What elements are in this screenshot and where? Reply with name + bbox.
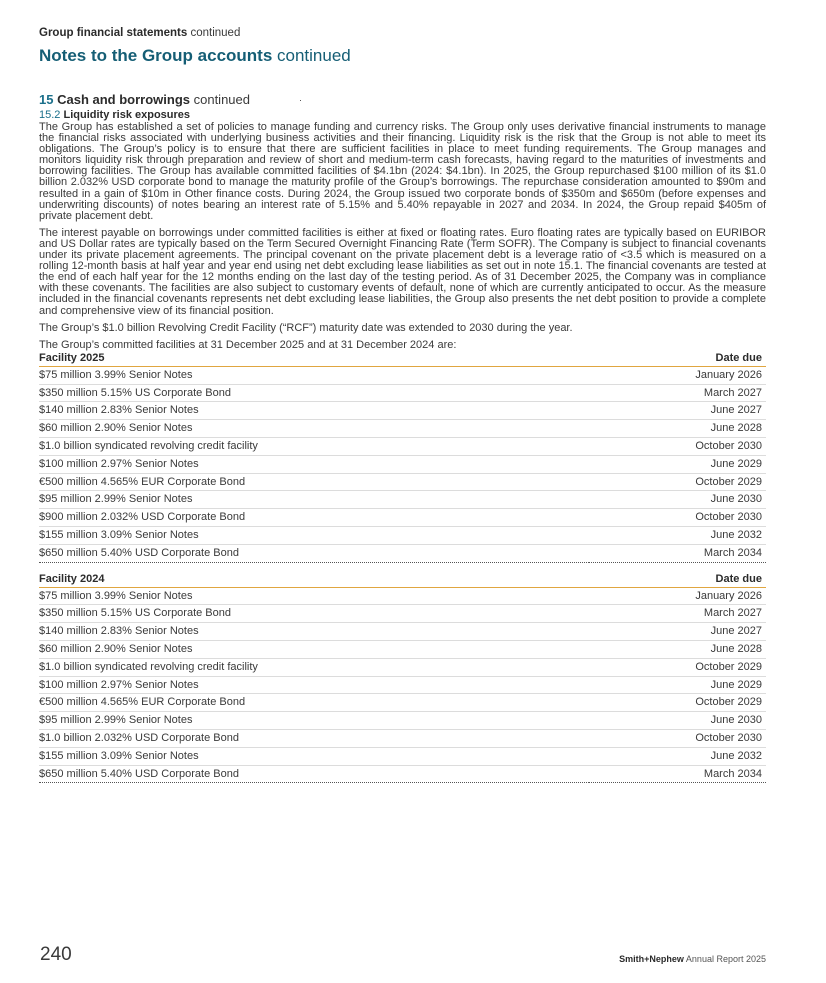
report-name: Annual Report 2025: [683, 954, 766, 964]
table-row: [39, 765, 766, 783]
section-continued: continued: [190, 92, 250, 107]
table-row: [39, 587, 766, 605]
date-due-cell: October 2030: [589, 437, 766, 455]
date-due-cell: October 2029: [589, 473, 766, 491]
column-header-facility: Facility 2024: [39, 572, 589, 588]
facility-cell: $140 million 2.83% Senior Notes: [39, 623, 589, 641]
table-header-row: [39, 351, 766, 367]
facility-cell: $100 million 2.97% Senior Notes: [39, 455, 589, 473]
table-row: [39, 694, 766, 712]
page-title-continued: continued: [272, 46, 351, 65]
date-due-cell: October 2030: [589, 509, 766, 527]
table-row: [39, 526, 766, 544]
table-row: [39, 491, 766, 509]
facility-cell: €500 million 4.565% EUR Corporate Bond: [39, 473, 589, 491]
date-due-cell: June 2032: [589, 747, 766, 765]
page-title: [39, 45, 766, 67]
column-header-date-due: Date due: [589, 572, 766, 588]
table-row: [39, 437, 766, 455]
date-due-cell: March 2034: [589, 544, 766, 562]
table-row: [39, 658, 766, 676]
facility-cell: $650 million 5.40% USD Corporate Bond: [39, 544, 589, 562]
facility-cell: $900 million 2.032% USD Corporate Bond: [39, 509, 589, 527]
date-due-cell: March 2027: [589, 384, 766, 402]
brand-name: Smith+Nephew: [619, 954, 684, 964]
paragraph-facilities-intro: The Group’s committed facilities at 31 December 2025 and at 31 December 2024 are:: [39, 338, 457, 351]
table-row: [39, 747, 766, 765]
facility-cell: €500 million 4.565% EUR Corporate Bond: [39, 694, 589, 712]
facility-cell: $75 million 3.99% Senior Notes: [39, 366, 589, 384]
facility-cell: $60 million 2.90% Senior Notes: [39, 420, 589, 438]
date-due-cell: October 2030: [589, 729, 766, 747]
date-due-cell: June 2027: [589, 623, 766, 641]
footer-brand: [619, 953, 766, 965]
facility-cell: $350 million 5.15% US Corporate Bond: [39, 384, 589, 402]
table-row: [39, 544, 766, 562]
facility-cell: $1.0 billion 2.032% USD Corporate Bond: [39, 729, 589, 747]
table-row: [39, 712, 766, 730]
table-row: [39, 402, 766, 420]
running-head: [39, 26, 766, 41]
running-head-continued: continued: [187, 27, 241, 39]
subsection-number: 15.2: [39, 109, 61, 121]
date-due-cell: January 2026: [589, 366, 766, 384]
subsection-heading: [39, 108, 766, 122]
date-due-cell: October 2029: [589, 658, 766, 676]
section-heading: [39, 91, 766, 108]
facilities-table-2024: [39, 572, 766, 784]
date-due-cell: June 2029: [589, 676, 766, 694]
facility-cell: $650 million 5.40% USD Corporate Bond: [39, 765, 589, 783]
section-title: Cash and borrowings: [57, 92, 190, 107]
table-row: [39, 366, 766, 384]
date-due-cell: March 2027: [589, 605, 766, 623]
facility-cell: $1.0 billion syndicated revolving credit facility: [39, 437, 589, 455]
table-row: [39, 729, 766, 747]
page-title-main: Notes to the Group accounts: [39, 46, 273, 65]
table-row: [39, 605, 766, 623]
date-due-cell: June 2030: [589, 712, 766, 730]
page-content: [39, 26, 766, 783]
date-due-cell: October 2029: [589, 694, 766, 712]
facilities-table-2025: [39, 351, 766, 563]
facility-cell: $155 million 3.09% Senior Notes: [39, 526, 589, 544]
facility-cell: $75 million 3.99% Senior Notes: [39, 587, 589, 605]
date-due-cell: June 2028: [589, 420, 766, 438]
date-due-cell: June 2029: [589, 455, 766, 473]
facility-cell: $350 million 5.15% US Corporate Bond: [39, 605, 589, 623]
section-number: 15: [39, 92, 54, 107]
column-header-facility: Facility 2025: [39, 351, 589, 367]
table-row: [39, 384, 766, 402]
facility-cell: $100 million 2.97% Senior Notes: [39, 676, 589, 694]
date-due-cell: March 2034: [589, 765, 766, 783]
date-due-cell: June 2030: [589, 491, 766, 509]
table-header-row: [39, 572, 766, 588]
table-row: [39, 455, 766, 473]
subsection-title: Liquidity risk exposures: [63, 109, 191, 121]
table-row: [39, 623, 766, 641]
facility-cell: $140 million 2.83% Senior Notes: [39, 402, 589, 420]
table-row: [39, 473, 766, 491]
facility-cell: $95 million 2.99% Senior Notes: [39, 491, 589, 509]
running-head-title: Group financial statements: [39, 27, 188, 39]
date-due-cell: June 2027: [589, 402, 766, 420]
table-row: [39, 509, 766, 527]
paragraph-rcf-extension: The Group’s $1.0 billion Revolving Credit Facility (“RCF”) maturity date was extended to 2030 during the year.: [39, 321, 573, 334]
table-row: [39, 676, 766, 694]
facility-cell: $60 million 2.90% Senior Notes: [39, 640, 589, 658]
date-due-cell: January 2026: [589, 587, 766, 605]
table-row: [39, 640, 766, 658]
paragraph-liquidity-policy: The Group has established a set of policies to manage funding and currency risks. The Group only uses derivative financial instruments to manage the financial risks associated with underlying business activities and their financing. Liquidity risk is the risk that the Group is not able to meet its obligations. The Group’s policy is to ensure that there are sufficient facilities in place to meet funding requirements. The Group manages and monitors liquidity risk through preparation and review of short and medium-term cash forecasts, having regard to the maturities of investments and borrowing facilities. The Group has available committed facilities of $4.1bn (2024: $4.1bn). In 2025, the Group repurchased $100 million of its $1.0 billion 2.032% USD corporate bond to manage the maturity profile of the Group’s borrowings. The repurchase consideration amounted to $90m and resulted in a gain of $10m in Other finance costs. During 2024, the Group issued two corporate bonds of $350m and $650m (before expenses and underwriting discounts) of notes bearing an interest rate of 5.15% and 5.40% repayable in 2027 and 2034. In 2024, the Group repaid $405m of private placement debt.: [39, 121, 766, 222]
facility-cell: $1.0 billion syndicated revolving credit facility: [39, 658, 589, 676]
facility-cell: $95 million 2.99% Senior Notes: [39, 712, 589, 730]
date-due-cell: June 2032: [589, 526, 766, 544]
paragraph-interest-covenants: The interest payable on borrowings under committed facilities is either at fixed or floating rates. Euro floating rates are typically based on EURIBOR and US Dollar rates are typically based on the Term Secured Overnight Financing Rate (Term SOFR). The Company is subject to financial covenants under its private placement agreements. The principal covenant on the private placement debt is a leverage ratio of <3.5 which is measured on a rolling 12-month basis at half year and year end using net debt excluding lease liabilities as set out in note 15.1. The financial covenants are tested at the end of each half year for the 12 months ending on the last day of the testing period. As of 31 December 2025, the Company was in compliance with these covenants. The facilities are also subject to customary events of default, none of which are currently anticipated to occur. As the measure included in the financial covenants represents net debt excluding lease liabilities, the Group also presents the net debt position to provide a complete and comprehensive view of its financial position.: [39, 226, 766, 317]
table-row: [39, 420, 766, 438]
column-header-date-due: Date due: [589, 351, 766, 367]
page-number: 240: [40, 944, 72, 965]
facility-cell: $155 million 3.09% Senior Notes: [39, 747, 589, 765]
date-due-cell: June 2028: [589, 640, 766, 658]
